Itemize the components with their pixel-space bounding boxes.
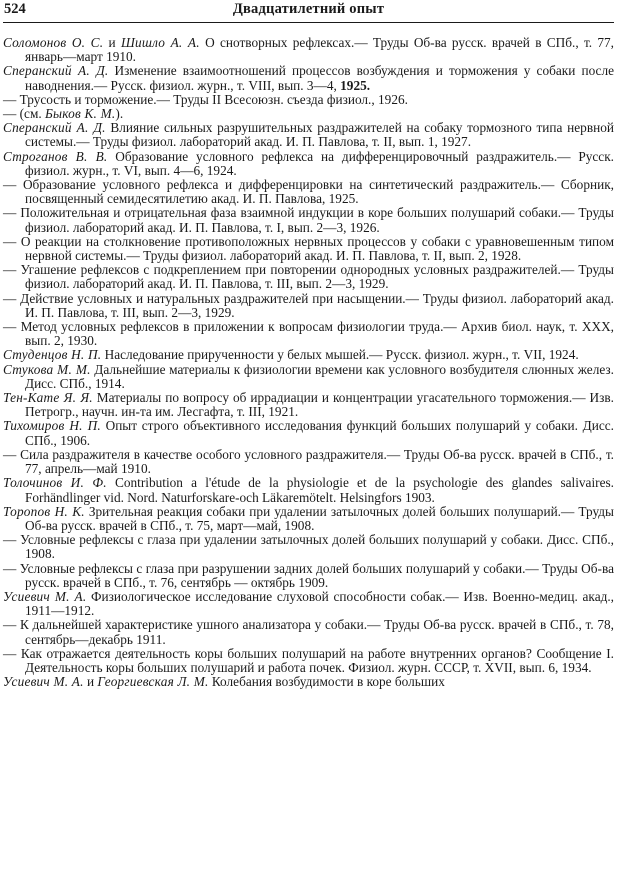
bibliography-entry	[3, 178, 614, 206]
bibliography-entry	[3, 675, 614, 689]
bibliography-entry	[3, 263, 614, 291]
bibliography-entry	[3, 533, 614, 561]
bibliography-entry	[3, 476, 614, 504]
entry-text: Изменение взаимоотношений процессов возбуждения и торможения у собаки после наводнения.— Русск. физиол. журн., т. VIII, вып. 3—4,	[25, 63, 614, 93]
entry-prefix: — Условные рефлексы с глаза при удалении затылочных долей больших полушарий у собаки. Дисс. СПб., 1908.	[3, 532, 614, 562]
entry-prefix: — Метод условных рефлексов в приложении к вопросам физиологии труда.— Архив биол. наук, т. XXX, вып. 2, 1930.	[3, 319, 614, 349]
entry-coauthor: Георгиевская Л. М.	[97, 674, 209, 690]
entry-conjunction: и	[83, 674, 98, 690]
entry-text: ).	[115, 106, 124, 122]
bibliography-entry	[3, 419, 614, 447]
entry-author: Усиевич М. А.	[3, 588, 87, 604]
bibliography-entry	[3, 235, 614, 263]
bibliography-entry	[3, 320, 614, 348]
bibliography-entry	[3, 36, 614, 64]
entry-author: Студенцов Н. П.	[3, 347, 102, 363]
entry-prefix: — Угашение рефлексов с подкреплением при повторении однородных условных раздражителей.— Труды физиол. лабораторий акад. И. П. Павлова, т. III, вып. 2—3, 1929.	[3, 262, 614, 292]
bibliography-entry	[3, 618, 614, 646]
entry-author: Стукова М. М.	[3, 361, 91, 377]
bibliography-entry	[3, 391, 614, 419]
entry-text: Образование условного рефлекса на дифференцировочный раздражитель.— Русск. физиол. журн., т. VI, вып. 4—6, 1924.	[25, 148, 614, 178]
entry-text: Наследование прирученности у белых мышей.— Русск. физиол. журн., т. VII, 1924.	[101, 347, 579, 363]
entry-text: Колебания возбудимости в коре больших	[208, 674, 445, 690]
entry-prefix: — Трусость и торможение.— Труды II Всесоюзн. съезда физиол., 1926.	[3, 91, 408, 107]
bibliography-entry	[3, 292, 614, 320]
running-title: Двадцатилетний опыт	[232, 1, 385, 17]
bibliography-entry	[3, 647, 614, 675]
entry-author: Толочинов И. Ф.	[3, 475, 107, 491]
bibliography-list	[3, 36, 614, 689]
bibliography-entry	[3, 206, 614, 234]
bibliography-entry	[3, 562, 614, 590]
entry-text: Опыт строго объективного исследования функций больших полушарий у собаки. Дисс. СПб., 1906.	[25, 418, 614, 448]
entry-author: Торопов Н. К.	[3, 503, 85, 519]
bibliography-entry	[3, 64, 614, 92]
entry-prefix: — Положительная и отрицательная фаза взаимной индукции в коре больших полушарий собаки.— Труды физиол. лабораторий акад. И. П. Павлова, т. I, вып. 2—3, 1926.	[3, 205, 614, 235]
entry-author: Сперанский А. Д.	[3, 63, 109, 79]
entry-prefix: — (см.	[3, 106, 46, 122]
entry-text: О снотворных рефлексах.— Труды Об-ва русск. врачей в СПб., т. 77, январь—март 1910.	[25, 35, 614, 65]
bibliography-entry	[3, 107, 614, 121]
entry-prefix: — Действие условных и натуральных раздражителей при насыщении.— Труды физиол. лабораторий акад. И. П. Павлова, т. III, вып. 2—3, 1929.	[3, 290, 614, 320]
entry-coauthor: Шишло А. А.	[120, 35, 200, 50]
entry-prefix: — Как отражается деятельность коры больших полушарий на работе внутренних органов? Сообщение I. Деятельность коры больших полушарий и работа почек. Физиол. журн. СССР, т. XVII, вып. 6, 1934.	[3, 645, 614, 675]
entry-text: Влияние сильных разрушительных раздражителей на собаку тормозного типа нервной системы.— Труды физиол. лабораторий акад. И. П. Павлова, т. II, вып. 1, 1927.	[25, 120, 614, 150]
entry-conjunction: и	[103, 35, 121, 50]
entry-prefix: — К дальнейшей характеристике ушного анализатора у собаки.— Труды Об-ва русск. врачей в СПб., т. 78, сентябрь—декабрь 1911.	[3, 617, 614, 647]
bibliography-entry	[3, 448, 614, 476]
entry-prefix: — Образование условного рефлекса и дифференцировки на синтетический раздражитель.— Сборник, посвященный семидесятилетию акад. И. П. Павлова, 1925.	[3, 177, 614, 207]
entry-text: Дальнейшие материалы к физиологии времени как условного возбудителя слюнных желез. Дисс. СПб., 1914.	[25, 361, 614, 391]
entry-text: Физиологическое исследование слуховой способности собак.— Изв. Военно-медиц. акад., 1911—1912.	[25, 588, 615, 619]
entry-author: Тихомиров Н. П.	[3, 418, 101, 434]
entry-text: Материалы по вопросу об иррадиации и концентрации угасательного торможения.— Изв. Петрогр., научн. ин-та им. Лесгафта, т. III, 1921.	[25, 390, 614, 420]
entry-author: Быков К. М.	[45, 106, 116, 122]
entry-author: Усиевич М. А.	[3, 674, 84, 690]
entry-author: Сперанский А. Д.	[3, 120, 106, 136]
entry-author: Тен-Кате Я. Я.	[3, 390, 93, 406]
bibliography-entry	[3, 505, 614, 533]
entry-year-bold: 1925.	[340, 77, 371, 93]
bibliography-entry	[3, 150, 614, 178]
page-number: 524	[4, 1, 26, 17]
bibliography-entry	[3, 93, 614, 107]
bibliography-entry	[3, 348, 614, 362]
entry-prefix: — Сила раздражителя в качестве особого условного раздражителя.— Труды Об-ва русск. врачей в СПб., т. 77, апрель—май 1910.	[3, 446, 614, 477]
bibliography-entry	[3, 363, 614, 391]
entry-prefix: — Условные рефлексы с глаза при разрушении задних долей больших полушарий у собаки.— Труды Об-ва русск. врачей в СПб., т. 76, сентябрь — октябрь 1909.	[3, 560, 614, 590]
bibliography-entry	[3, 121, 614, 149]
entry-author: Строганов В. В.	[3, 148, 108, 164]
entry-prefix: — О реакции на столкновение противоположных нервных процессов у собаки с уравновешенным типом нервной системы.— Труды физиол. лабораторий акад. И. П. Павлова, т. II, вып. 2, 1928.	[3, 233, 614, 264]
entry-author: Соломонов О. С.	[3, 35, 104, 50]
entry-text: Зрительная реакция собаки при удалении затылочных долей больших полушарий.— Труды Об-ва русск. врачей в СПб., т. 75, март—май, 1908.	[25, 503, 614, 533]
page-header	[3, 0, 614, 23]
entry-text: Contribution a l'étude de la physiologie et de la psychologie des glandes salivaires. Forhändlinger vid. Nord. Naturforskare-och Läkaremötelt. Helsingfors 1903.	[25, 475, 614, 505]
bibliography-entry	[3, 590, 614, 618]
